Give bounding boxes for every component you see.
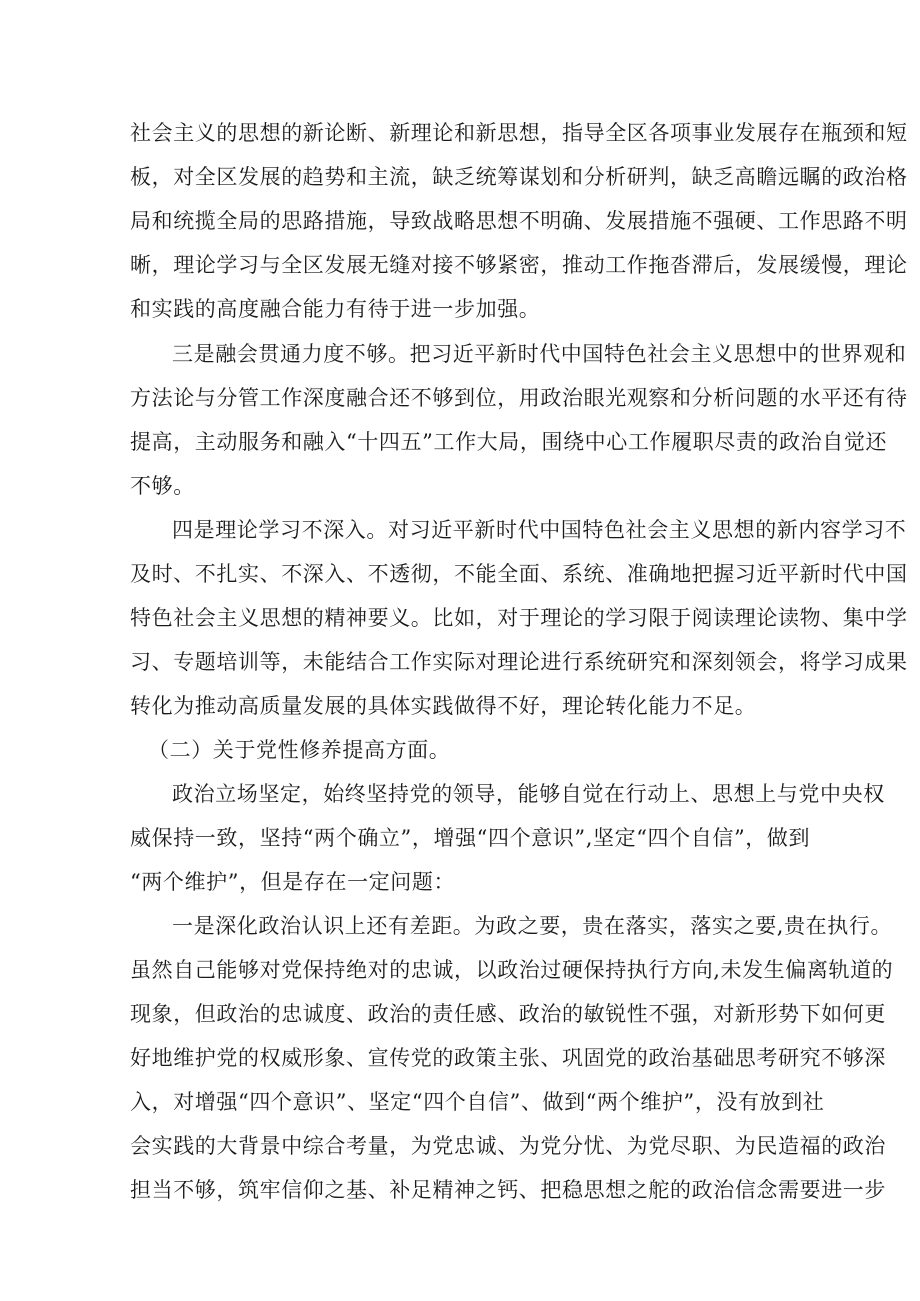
text-line: 板，对全区发展的趋势和主流，缺乏统筹谋划和分析研判，缺乏高瞻远瞩的政治格 (130, 165, 908, 189)
paragraph-four-heading: 四是理论学习不深入。对习近平新时代中国特色社会主义思想的新内容学习不 (172, 518, 907, 542)
text-line: 威保持一致，坚持“两个确立”，增强“四个意识”,坚定“四个自信”，做到 (130, 826, 811, 850)
text-line: 担当不够，筑牢信仰之基、补足精神之钙、把稳思想之舵的政治信念需要进一步 (130, 1178, 886, 1202)
paragraph-one-heading: 一是深化政治认识上还有差距。为政之要，贵在落实，落实之要,贵在执行。 (172, 914, 893, 938)
text-line: 方法论与分管工作深度融合还不够到位，用政治眼光观察和分析问题的水平还有待 (130, 386, 908, 410)
text-line: 会实践的大背景中综合考量，为党忠诚、为党分忧、为党尽职、为民造福的政治 (130, 1134, 886, 1158)
text-line: 转化为推动高质量发展的具体实践做得不好，理论转化能力不足。 (130, 694, 757, 718)
paragraph-start: 政治立场坚定，始终坚持党的领导，能够自觉在行动上、思想上与党中央权 (172, 782, 885, 806)
text-line: 社会主义的思想的新论断、新理论和新思想，指导全区各项事业发展存在瓶颈和短 (130, 121, 908, 145)
text-line: 及时、不扎实、不深入、不透彻，不能全面、系统、准确地把握习近平新时代中国 (130, 562, 908, 586)
text-line: 不够。 (130, 474, 195, 498)
section-heading: （二）关于党性修养提高方面。 (148, 738, 451, 762)
paragraph-three-heading: 三是融会贯通力度不够。把习近平新时代中国特色社会主义思想中的世界观和 (172, 342, 907, 366)
text-line: 现象，但政治的忠诚度、政治的责任感、政治的敏锐性不强，对新形势下如何更 (130, 1002, 886, 1026)
text-line: 晰，理论学习与全区发展无缝对接不够紧密，推动工作拖沓滞后，发展缓慢，理论 (130, 253, 908, 277)
text-line: “两个维护”，但是存在一定问题： (130, 870, 456, 894)
text-line: 习、专题培训等，未能结合工作实际对理论进行系统研究和深刻领会，将学习成果 (130, 650, 908, 674)
text-line: 局和统揽全局的思路措施，导致战略思想不明确、发展措施不强硬、工作思路不明 (130, 209, 908, 233)
text-line: 提高，主动服务和融入“十四五”工作大局，围绕中心工作履职尽责的政治自觉还 (130, 430, 888, 454)
text-line: 特色社会主义思想的精神要义。比如，对于理论的学习限于阅读理论读物、集中学 (130, 606, 908, 630)
text-line: 和实践的高度融合能力有待于进一步加强。 (130, 297, 541, 321)
text-line: 好地维护党的权威形象、宣传党的政策主张、巩固党的政治基础思考研究不够深 (130, 1046, 886, 1070)
text-line: 虽然自己能够对党保持绝对的忠诚，以政治过硬保持执行方向,未发生偏离轨道的 (130, 958, 894, 982)
text-line: 入，对增强“四个意识”、坚定“四个自信”、做到“两个维护”，没有放到社 (130, 1090, 825, 1114)
